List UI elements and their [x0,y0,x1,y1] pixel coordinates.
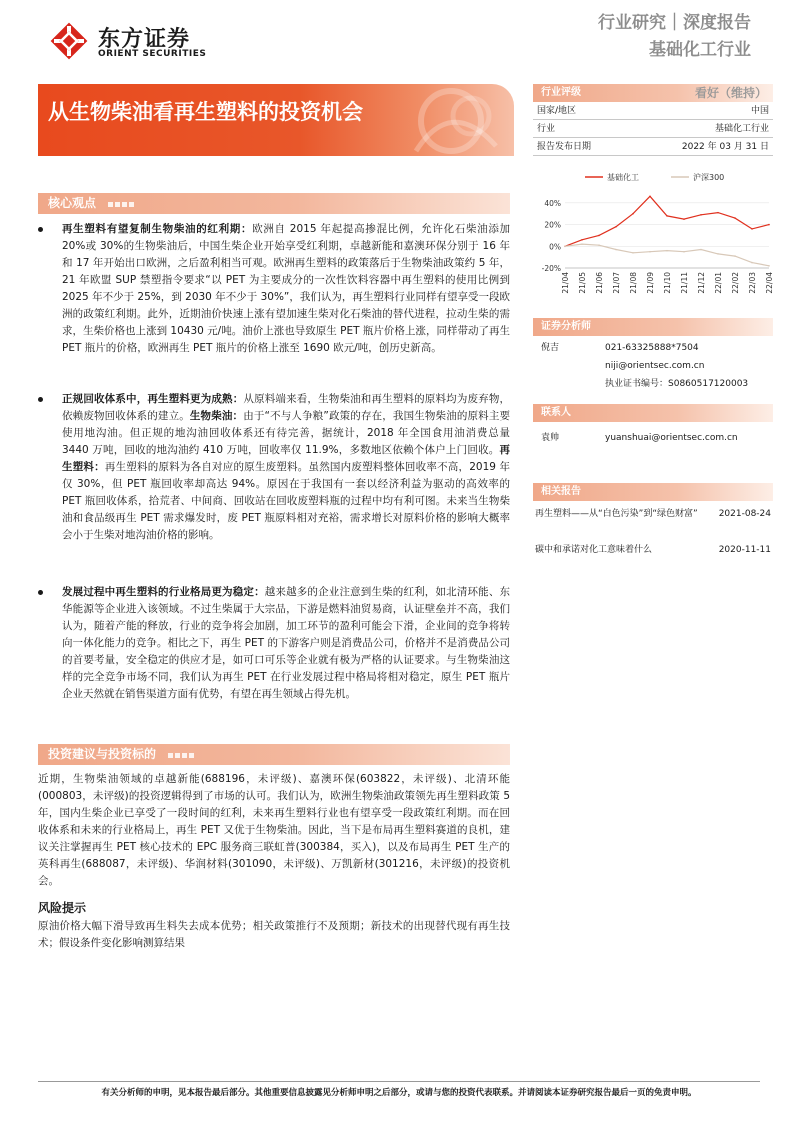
data-point [581,243,583,245]
legend-label: 沪深300 [693,173,725,182]
related-item[interactable] [533,543,773,559]
core-view-heading-text: 核心观点 [48,196,97,210]
data-point [632,252,634,254]
title-banner [38,84,514,156]
x-tick-label: 21/07 [612,272,621,294]
data-point [717,212,719,214]
report-category [598,10,751,64]
contact-email[interactable]: yuanshuai@orientsec.com.cn [605,433,738,443]
related-panel [533,483,773,559]
report-type: 行业研究｜深度报告 [598,13,751,33]
data-point [717,253,719,255]
data-point [598,244,600,246]
logo-mark-icon [48,20,90,62]
x-tick-label: 21/10 [663,272,672,294]
core-view-heading [38,193,510,214]
bullet-2-lead: 正规回收体系中，再生塑料更为成熟： [62,393,244,405]
y-tick-label: -20% [541,264,561,273]
x-tick-label: 21/06 [595,272,604,294]
data-point [734,255,736,257]
contact-card [533,430,773,450]
x-tick-label: 21/12 [697,272,706,294]
analyst-name: 倪吉 [541,343,560,353]
analyst-card [533,340,773,396]
data-point [581,239,583,241]
data-point [666,250,668,252]
invest-heading-text: 投资建议与投资标的 [48,747,157,761]
logo-text-cn: 东方证券 [98,27,191,52]
x-tick-label: 22/03 [748,272,757,294]
analyst-phone: 021-63325888*7504 [605,343,699,353]
industry-name: 基础化工行业 [649,40,751,60]
bullet-3-lead: 发展过程中再生塑料的行业格局更为稳定： [62,586,265,598]
bullet-2-text2: 由于“不与人争粮”政策的存在，我国生物柴油的原料主要使用地沟油。但正规的地沟油回收体系还有待完善，据统计，2018 年全国食用油消费总量 3440 万吨，回收的地沟油约 410 万吨，回收率仅 11.9%，多数地区依赖个体户上门回收。 [62,410,510,456]
company-logo [48,18,218,64]
bullet-2-text: 从原料端来看，生物柴油和再生塑料的原料均为废弃物，依赖废物回收体系的建立。 [62,393,511,422]
bullet-dot-icon [38,590,43,595]
info-value: 中国 [750,106,769,116]
rating-label: 行业评级 [541,87,581,98]
rating-panel [533,84,773,156]
x-tick-label: 22/04 [765,272,774,294]
rating-value: 看好（维持） [694,86,767,100]
data-point [598,235,600,237]
bullet-2-lead2: 生物柴油： [189,410,244,422]
y-tick-label: 40% [544,198,561,208]
data-point [768,224,770,226]
bullet-1-lead: 再生塑料有望复制生物柴油的红利期： [62,223,253,235]
related-title[interactable]: 再生塑料——从“白色污染”到“绿色财富” [535,509,698,519]
data-point [683,218,685,220]
related-date: 2021-08-24 [718,509,771,519]
related-item[interactable] [533,507,773,543]
x-tick-label: 22/01 [714,272,723,294]
x-tick-label: 22/02 [731,272,740,294]
x-tick-label: 21/04 [561,272,570,294]
core-bullet-1 [38,221,510,357]
data-point [615,249,617,251]
data-point [768,265,770,267]
core-bullet-3 [38,584,510,703]
data-point [751,262,753,264]
data-point [632,213,634,215]
invest-text: 近期，生物柴油领域的卓越新能(688196，未评级)、嘉澳环保(603822，未评级)、北清环能(000803，未评级)的投资逻辑得到了市场的认可。我们认为，欧洲生物柴油政策领先再生塑料政策 5 年，国内生柴企业已享受了一段时间的红利，未来再生塑料行业也有望享受一段政策红利期。而在回收体系和未来的行业格局上，再生 PET 又优于生物柴油。因此，当下是布局再生塑料赛道的良机，建议关注掌握再生 PET 核心技术的 EPC 服务商三联虹普(300384，买入)，以及布局再生 PET 生产的英科再生(688087，未评级)、华润材料(301090，未评级)、万凯新材(301216，未评级)的投资机会。 [38,773,510,887]
data-point [751,228,753,230]
contact-name: 袁帅 [541,433,560,443]
bullet-3-text: 越来越多的企业注意到生柴的红利，如北清环能、东华能源等企业进入该领域。不过生柴属于大宗品，下游是燃料油贸易商，认证壁垒并不高，我们认为，随着产能的释放，行业的竞争将会加剧，加工环节的盈利可能会下滑，企业间的竞争将转向一体化能力的竞争。相比之下，再生 PET 的下游客户则是消费品公司，价格并不是消费品公司的首要考量，安全稳定的供应才是，如可口可乐等企业就有极为严格的认证要求。与生物柴油这样的完全竞争市场不同，我们认为再生 PET 在行业发展过程中格局将相对稳定，原生 PET 瓶片企业天然就在销售渠道方面有优势，有望在再生领域占得先机。 [62,586,511,700]
bullet-2-lead3: 再生塑料： [62,444,510,473]
related-title[interactable]: 碳中和承诺对化工意味着什么 [535,545,653,555]
x-tick-label: 21/05 [578,272,587,294]
core-bullet-2 [38,391,510,544]
bullet-2-text3: 再生塑料的原料为各自对应的原生废塑料。虽然国内废塑料整体回收率不高，2019 年仅 30%，但 PET 瓶回收率却高达 94%。原因在于我国有一套以经济利益为驱动的高效率的 PET 瓶回收体系，拾荒者、中间商、回收站在回收废塑料瓶的过程中均有利可图。未来当生物柴油和食品级再生 PET 需求爆发时，废 PET 瓶原料相对充裕，需求增长对原料价格的影响大概率会小于生柴对地沟油价格的影响。 [62,461,511,541]
performance-chart [533,168,773,308]
heading-dots-icon [108,193,136,214]
related-head: 相关报告 [533,483,773,501]
analyst-head: 证券分析师 [533,318,773,336]
invest-heading [38,744,510,765]
data-point [666,215,668,217]
data-point [700,249,702,251]
info-row-date [533,138,773,156]
y-tick-label: 20% [544,220,561,230]
series-line [565,196,769,246]
bullet-dot-icon [38,397,43,402]
footer-divider [38,1081,760,1082]
heading-dots-icon [168,744,196,765]
footer-disclaimer: 有关分析师的申明，见本报告最后部分。其他重要信息披露见分析师申明之后部分，或请与您的投资代表联系。并请阅读本证券研究报告最后一页的免责申明。 [101,1088,697,1098]
data-point [649,196,651,198]
data-point [700,214,702,216]
data-point [683,251,685,253]
info-value: 2022 年 03 月 31 日 [681,142,769,152]
info-value: 基础化工行业 [714,124,769,134]
data-point [734,217,736,219]
x-tick-label: 21/11 [680,272,689,294]
contact-panel [533,404,773,450]
info-row-region [533,102,773,120]
contact-head: 联系人 [533,404,773,422]
info-label: 国家/地区 [537,106,577,116]
info-row-industry [533,120,773,138]
analyst-panel [533,318,773,396]
data-point [564,245,566,247]
logo-text-en: ORIENT SECURITIES [98,49,207,59]
analyst-cert: 执业证书编号：S0860517120003 [605,379,749,389]
data-point [649,251,651,253]
related-date: 2020-11-11 [718,545,771,555]
banner-decoration-icon [376,86,526,156]
x-tick-label: 21/09 [646,272,655,294]
legend-label: 基础化工 [607,173,639,182]
report-title: 从生物柴油看再生塑料的投资机会 [48,100,363,124]
data-point [615,226,617,228]
info-label: 报告发布日期 [537,142,592,152]
y-tick-label: 0% [549,242,561,252]
info-label: 行业 [537,124,556,134]
series-line [565,244,769,266]
risk-heading: 风险提示 [38,901,87,915]
bullet-1-text: 欧洲自 2015 年起提高掺混比例，允许化石柴油添加 20%或 30%的生物柴油后，中国生柴企业开始享受红利期，卓越新能和嘉澳环保分别于 16 年和 17 年开始出口欧洲，之后盈利相当可观。欧洲再生塑料的政策落后于生物柴油政策约 5 年，21 年欧盟 SUP 禁塑指令要求“以 PET 为主要成分的一次性饮料容器中再生塑料的使用比例到 2025 年不少于 25%，到 2030 年不少于 30%”，我们认为，再生塑料行业同样有望享受一段欧洲的政策红利期。此外，近期油价快速上涨有望加速生柴对化石柴油的替代进程，拉动生柴的需求，生柴价格也上涨到 10430 元/吨。油价上涨也导致原生 PET 瓶片价格上涨，同样带动了再生 PET 瓶片的价格，欧洲再生 PET 瓶片的价格上涨至 1690 欧元/吨，创历史新高。 [62,223,511,354]
rating-head [533,84,773,102]
x-tick-label: 21/08 [629,272,638,294]
bullet-dot-icon [38,227,43,232]
risk-text: 原油价格大幅下滑导致再生料失去成本优势；相关政策推行不及预期；新技术的出现替代现有再生技术；假设条件变化影响测算结果 [38,920,510,949]
analyst-email[interactable]: niji@orientsec.com.cn [605,361,705,371]
